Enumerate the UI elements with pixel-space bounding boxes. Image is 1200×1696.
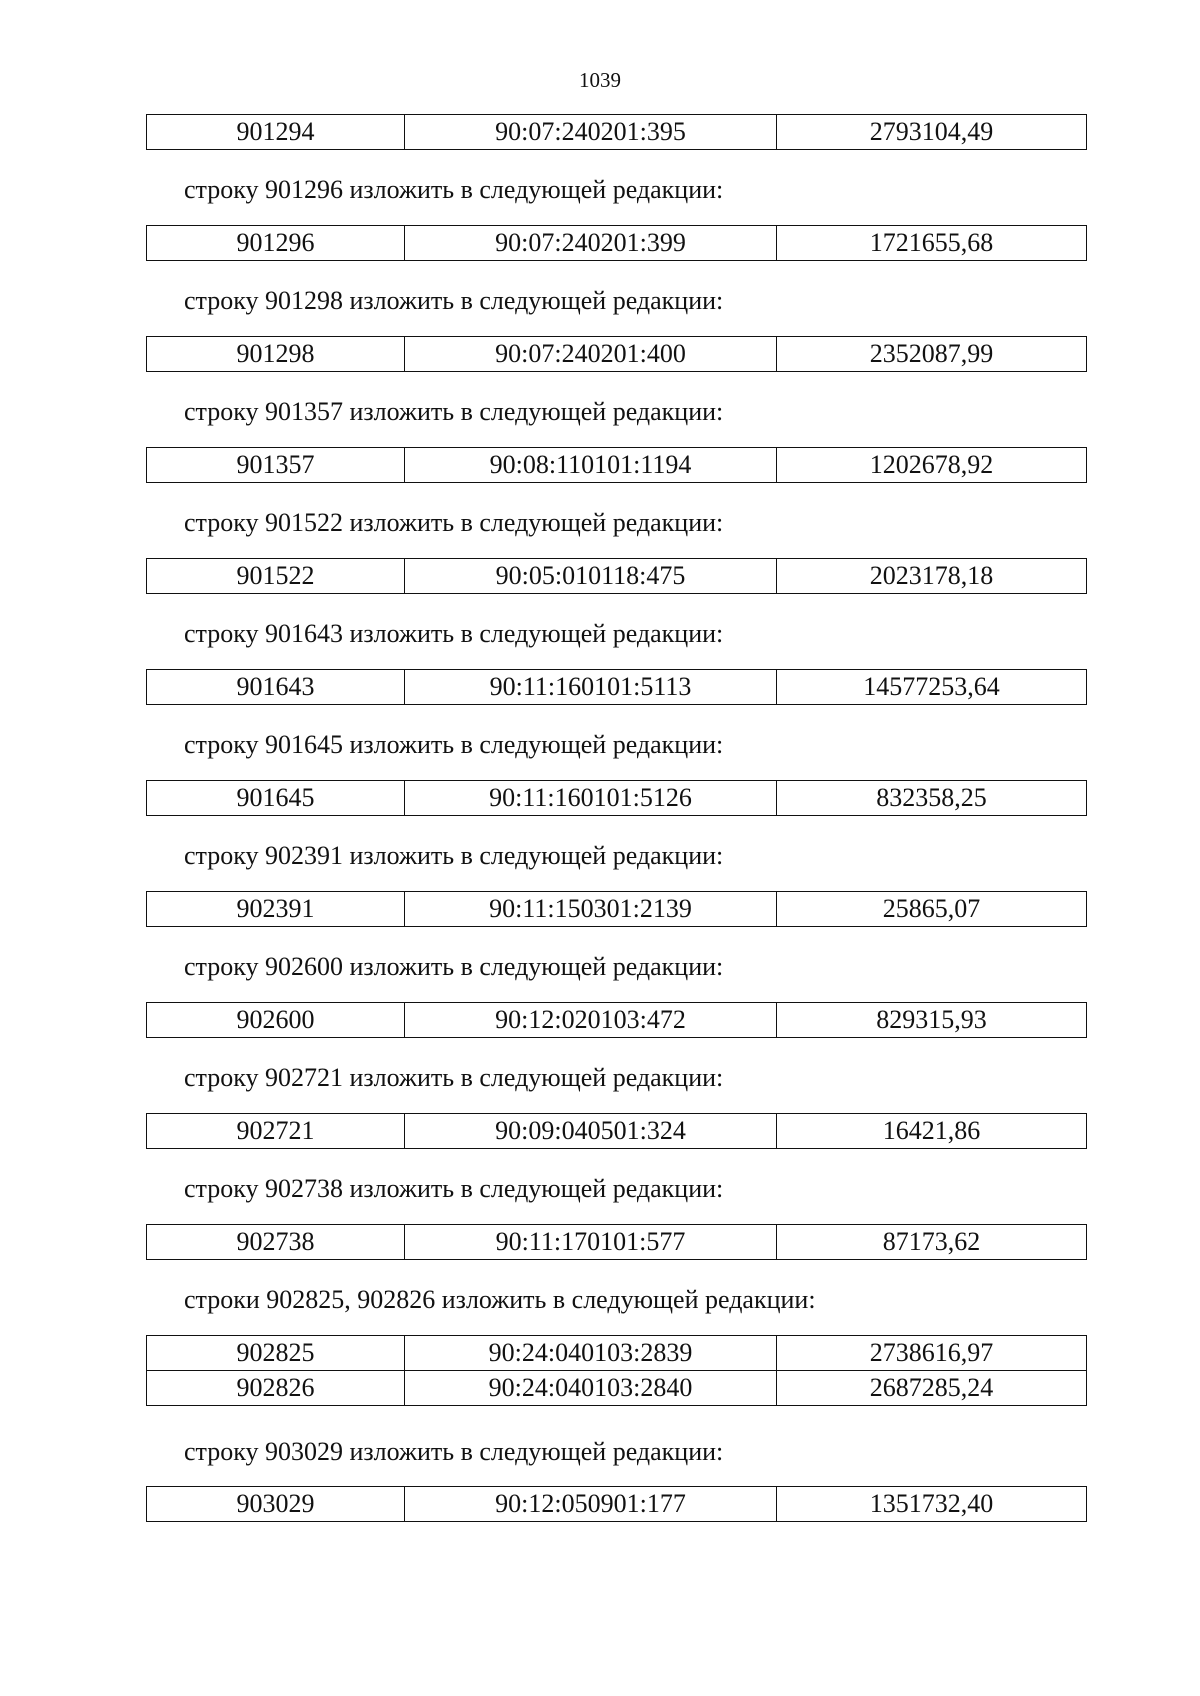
cadastral-number-cell: 90:09:040501:324: [405, 1114, 777, 1149]
instruction-text: строку 902721 изложить в следующей редакции:: [184, 1063, 724, 1092]
table-row: [147, 337, 1087, 372]
value-cell: 16421,86: [777, 1114, 1087, 1149]
cadastral-number-cell: 90:11:160101:5113: [405, 670, 777, 705]
table-row: [147, 670, 1087, 705]
table-row: [147, 1371, 1087, 1406]
table-row: [147, 115, 1087, 150]
value-cell: 2687285,24: [777, 1371, 1087, 1406]
value-cell: 14577253,64: [777, 670, 1087, 705]
table-block-3: [146, 447, 1087, 483]
table-block-2: [146, 336, 1087, 372]
row-number-cell: 901643: [147, 670, 405, 705]
table-row: [147, 559, 1087, 594]
table-block-9: [146, 1113, 1087, 1149]
row-number-cell: 902825: [147, 1336, 405, 1371]
table-block-1: [146, 225, 1087, 261]
table-row: [147, 1003, 1087, 1038]
cadastral-number-cell: 90:12:020103:472: [405, 1003, 777, 1038]
cadastral-number-cell: 90:07:240201:395: [405, 115, 777, 150]
table-row: [147, 1114, 1087, 1149]
row-number-cell: 902721: [147, 1114, 405, 1149]
table-block-11: [146, 1335, 1087, 1406]
cadastral-number-cell: 90:11:170101:577: [405, 1225, 777, 1260]
instruction-text: строку 902600 изложить в следующей редакции:: [184, 952, 724, 981]
instruction-text: строку 901357 изложить в следующей редакции:: [184, 397, 724, 426]
table-block-5: [146, 669, 1087, 705]
row-number-cell: 901296: [147, 226, 405, 261]
table-row: [147, 226, 1087, 261]
row-number-cell: 901298: [147, 337, 405, 372]
value-cell: 2352087,99: [777, 337, 1087, 372]
instruction-text: строку 902738 изложить в следующей редакции:: [184, 1174, 724, 1203]
row-number-cell: 903029: [147, 1487, 405, 1522]
value-cell: 1351732,40: [777, 1487, 1087, 1522]
table-block-12: [146, 1486, 1087, 1522]
table-row: [147, 892, 1087, 927]
table-block-7: [146, 891, 1087, 927]
instruction-text: строку 903029 изложить в следующей редакции:: [184, 1437, 724, 1466]
row-number-cell: 902600: [147, 1003, 405, 1038]
instruction-text: строку 901643 изложить в следующей редакции:: [184, 619, 724, 648]
value-cell: 2738616,97: [777, 1336, 1087, 1371]
row-number-cell: 901357: [147, 448, 405, 483]
value-cell: 2023178,18: [777, 559, 1087, 594]
page-number: 1039: [579, 68, 621, 92]
cadastral-number-cell: 90:24:040103:2840: [405, 1371, 777, 1406]
value-cell: 25865,07: [777, 892, 1087, 927]
value-cell: 1202678,92: [777, 448, 1087, 483]
cadastral-number-cell: 90:11:160101:5126: [405, 781, 777, 816]
instruction-text: строки 902825, 902826 изложить в следующей редакции:: [184, 1285, 816, 1314]
cadastral-number-cell: 90:08:110101:1194: [405, 448, 777, 483]
row-number-cell: 902391: [147, 892, 405, 927]
cadastral-number-cell: 90:07:240201:400: [405, 337, 777, 372]
row-number-cell: 902826: [147, 1371, 405, 1406]
instruction-text: строку 901645 изложить в следующей редакции:: [184, 730, 724, 759]
row-number-cell: 901645: [147, 781, 405, 816]
cadastral-number-cell: 90:05:010118:475: [405, 559, 777, 594]
row-number-cell: 901522: [147, 559, 405, 594]
table-row: [147, 1487, 1087, 1522]
cadastral-number-cell: 90:12:050901:177: [405, 1487, 777, 1522]
instruction-text: строку 901296 изложить в следующей редакции:: [184, 175, 724, 204]
instruction-text: строку 902391 изложить в следующей редакции:: [184, 841, 724, 870]
table-block-10: [146, 1224, 1087, 1260]
row-number-cell: 902738: [147, 1225, 405, 1260]
cadastral-number-cell: 90:11:150301:2139: [405, 892, 777, 927]
instruction-text: строку 901522 изложить в следующей редакции:: [184, 508, 724, 537]
instruction-text: строку 901298 изложить в следующей редакции:: [184, 286, 724, 315]
cadastral-number-cell: 90:24:040103:2839: [405, 1336, 777, 1371]
value-cell: 1721655,68: [777, 226, 1087, 261]
value-cell: 2793104,49: [777, 115, 1087, 150]
table-row: [147, 1225, 1087, 1260]
table-row: [147, 781, 1087, 816]
table-block-0: [146, 114, 1087, 150]
row-number-cell: 901294: [147, 115, 405, 150]
table-row: [147, 448, 1087, 483]
value-cell: 829315,93: [777, 1003, 1087, 1038]
table-row: [147, 1336, 1087, 1371]
table-block-8: [146, 1002, 1087, 1038]
value-cell: 87173,62: [777, 1225, 1087, 1260]
value-cell: 832358,25: [777, 781, 1087, 816]
table-block-6: [146, 780, 1087, 816]
table-block-4: [146, 558, 1087, 594]
cadastral-number-cell: 90:07:240201:399: [405, 226, 777, 261]
